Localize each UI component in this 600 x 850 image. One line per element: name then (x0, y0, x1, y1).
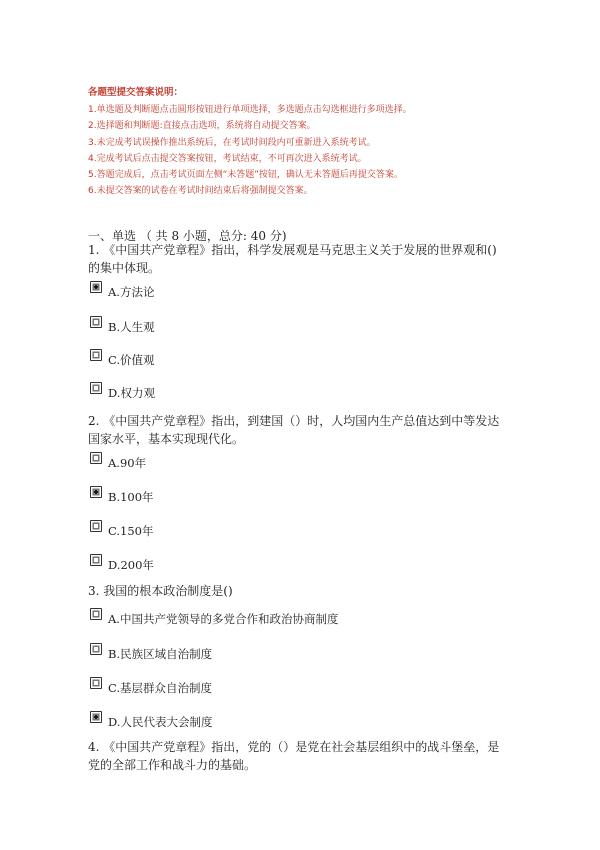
question-text-line: 1. 《中国共产党章程》指出，科学发展观是马克思主义关于发展的世界观和() (88, 243, 497, 257)
option-label[interactable]: A.方法论 (108, 285, 155, 299)
q2-option-b[interactable] (90, 488, 154, 504)
question-text-line: 2. 《中国共产党章程》指出，到建国（）时，人均国内生产总值达到中等发达 (88, 414, 500, 428)
radio-button[interactable] (90, 281, 102, 293)
option-label[interactable]: B.民族区域自治制度 (108, 647, 213, 661)
radio-button[interactable] (90, 554, 102, 566)
instruction-item: 6.未提交答案的试卷在考试时间结束后将强制提交答案。 (88, 186, 313, 197)
question-2-text (88, 412, 528, 448)
option-label[interactable]: D.200年 (108, 558, 154, 572)
q1-option-b[interactable] (90, 318, 155, 334)
radio-button[interactable] (90, 677, 102, 689)
q2-option-d[interactable] (90, 556, 154, 572)
q1-option-d[interactable] (90, 384, 155, 400)
option-label[interactable]: C.基层群众自治制度 (108, 681, 213, 695)
question-3-text (88, 582, 528, 600)
q3-option-c[interactable] (90, 679, 212, 695)
q3-option-b[interactable] (90, 645, 212, 661)
instruction-item: 3.未完成考试误操作推出系统后，在考试时间段内可重新进入系统考试。 (88, 137, 376, 148)
option-label[interactable]: C.价值观 (108, 353, 155, 367)
instructions-title: 各题型提交答案说明： (88, 87, 184, 98)
radio-button[interactable] (90, 643, 102, 655)
instruction-item: 5.答题完成后，点击考试页面左侧“未答题”按钮，确认无未答题后再提交答案。 (88, 170, 403, 181)
radio-button[interactable] (90, 382, 102, 394)
question-4-text (88, 738, 528, 774)
q1-option-c[interactable] (90, 351, 155, 367)
q2-option-c[interactable] (90, 522, 154, 538)
instruction-item: 1.单选题及判断题点击圆形按钮进行单项选择，多选题点击勾选框进行多项选择。 (88, 105, 412, 115)
radio-button[interactable] (90, 452, 102, 464)
radio-button[interactable] (90, 520, 102, 532)
answer-instructions (88, 84, 558, 200)
radio-button[interactable] (90, 711, 102, 723)
option-label[interactable]: D.权力观 (108, 386, 155, 400)
question-1-text (88, 241, 528, 277)
question-text-line: 党的全部工作和战斗力的基础。 (88, 758, 257, 772)
option-label[interactable]: A.90年 (108, 456, 147, 470)
option-label[interactable]: A.中国共产党领导的多党合作和政治协商制度 (108, 612, 339, 626)
radio-button[interactable] (90, 316, 102, 328)
q3-option-a[interactable] (90, 610, 338, 626)
option-label[interactable]: B.人生观 (108, 320, 155, 334)
question-text-line: 的集中体现。 (88, 261, 161, 275)
instruction-item: 4.完成考试后点击提交答案按钮，考试结束，不可再次进入系统考试。 (88, 153, 367, 164)
q3-option-d[interactable] (90, 713, 212, 729)
instruction-item: 2.选择题和判断题:直接点击选项，系统将自动提交答案。 (88, 121, 316, 132)
radio-button[interactable] (90, 486, 102, 498)
question-text-line: 4. 《中国共产党章程》指出，党的（）是党在社会基层组织中的战斗堡垒，是 (88, 740, 500, 754)
option-label[interactable]: B.100年 (108, 490, 154, 504)
option-label[interactable]: D.人民代表大会制度 (108, 715, 213, 729)
question-text-line: 国家水平，基本实现现代化。 (88, 432, 245, 446)
option-label[interactable]: C.150年 (108, 524, 154, 538)
section-header: 一、单选 （ 共 8 小题，总分: 40 分) (88, 229, 287, 243)
question-text-line: 3. 我国的根本政治制度是() (88, 584, 233, 598)
q1-option-a[interactable] (90, 283, 154, 299)
radio-button[interactable] (90, 608, 102, 620)
radio-button[interactable] (90, 349, 102, 361)
q2-option-a[interactable] (90, 454, 146, 470)
